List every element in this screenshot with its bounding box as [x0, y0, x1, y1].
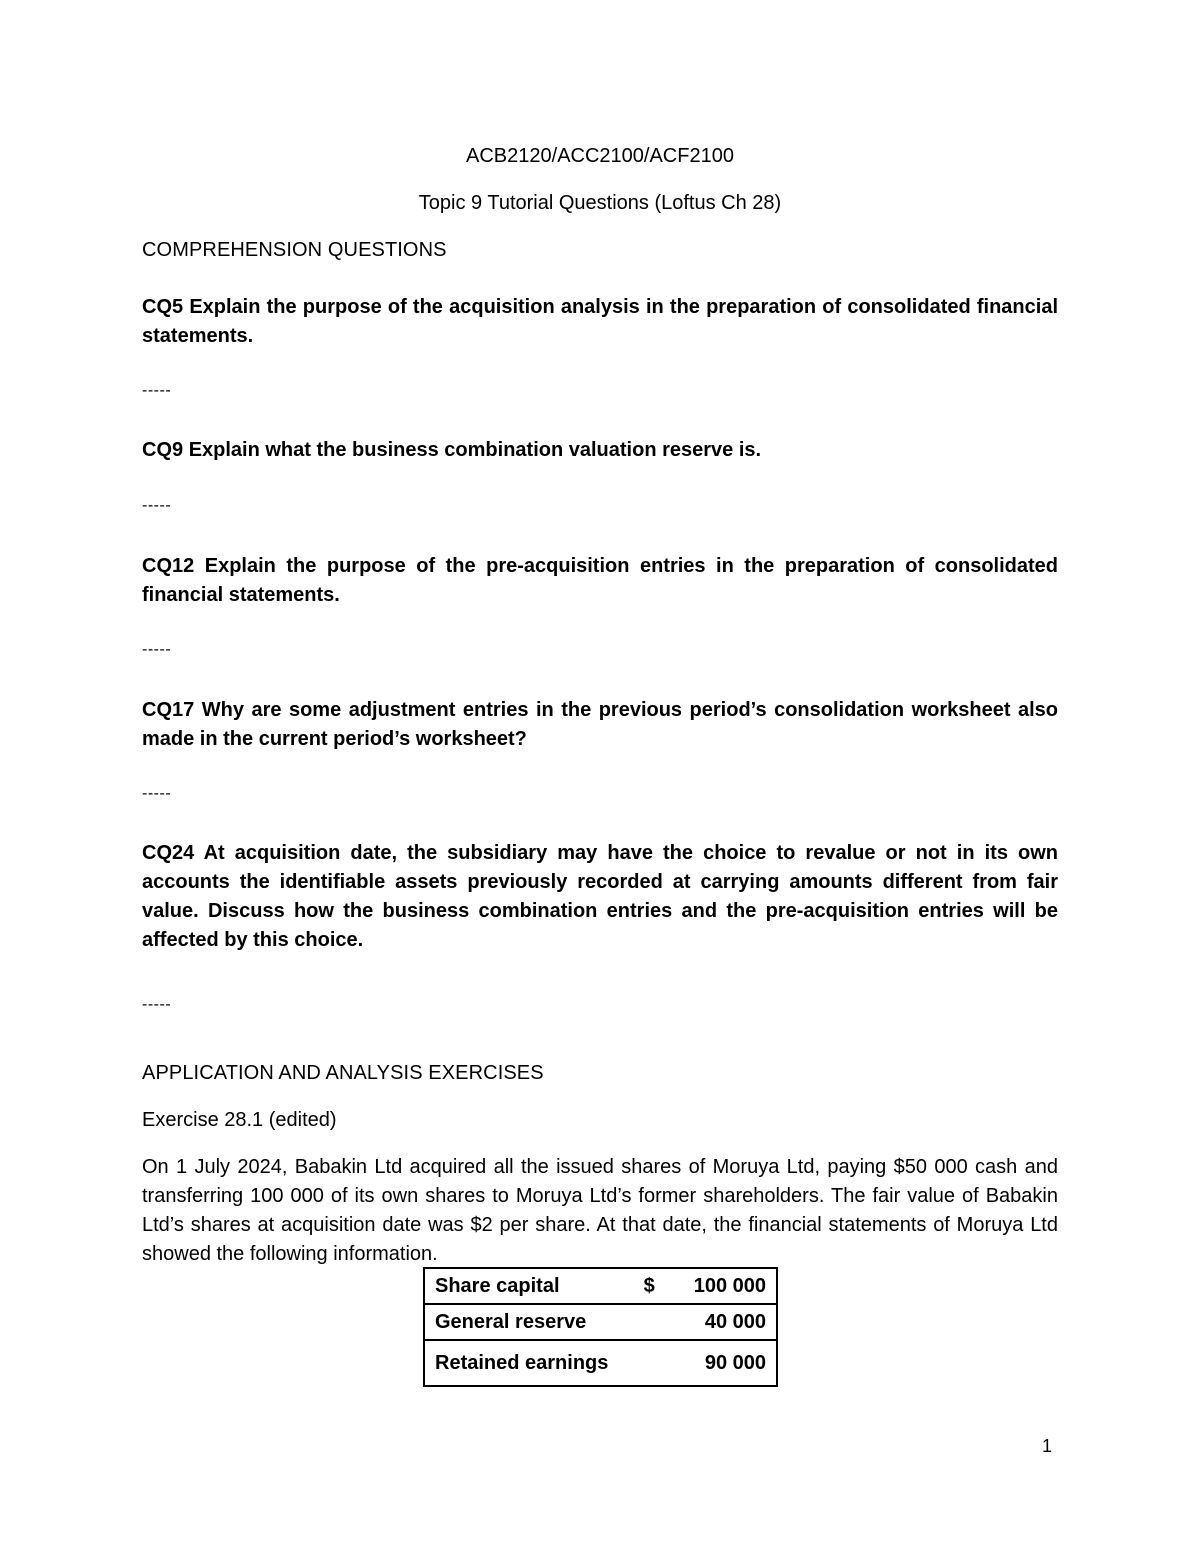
- question-cq12: [142, 552, 1058, 610]
- course-codes: ACB2120/ACC2100/ACF2100: [466, 145, 734, 167]
- row-amount: 100 000: [672, 1268, 777, 1304]
- question-text: At acquisition date, the subsidiary may have the choice to revalue or not in its own accounts the identifiable assets previously recorded at carrying amounts different from fair value. Discuss how the business combination entries and the pre-acquisition entries will be affected by this choice.: [142, 842, 1058, 951]
- question-cq24: [142, 839, 1058, 955]
- row-currency: $: [644, 1268, 672, 1304]
- exercise-title: Exercise 28.1 (edited): [142, 1109, 337, 1131]
- table-row: [424, 1304, 777, 1340]
- question-id: CQ12: [142, 555, 195, 577]
- separator: -----: [142, 996, 172, 1013]
- row-amount: 40 000: [672, 1304, 777, 1340]
- row-label: Share capital: [424, 1268, 644, 1304]
- financial-info-table: [423, 1267, 778, 1387]
- question-cq17: [142, 696, 1058, 754]
- topic-title: Topic 9 Tutorial Questions (Loftus Ch 28): [418, 192, 782, 214]
- application-heading: APPLICATION AND ANALYSIS EXERCISES: [142, 1062, 544, 1084]
- table-row: [424, 1268, 777, 1304]
- exercise-text: On 1 July 2024, Babakin Ltd acquired all the issued shares of Moruya Ltd, paying $50 000 cash and transferring 100 000 of its own shares to Moruya Ltd’s former shareholders. The fair value of Babakin Ltd’s shares at acquisition date was $2 per share. At that date, the financial statements of Moruya Ltd showed the following information.: [142, 1156, 1058, 1265]
- question-id: CQ24: [142, 842, 195, 864]
- separator: -----: [142, 641, 172, 658]
- question-id: CQ9: [142, 439, 184, 461]
- row-currency: [644, 1340, 672, 1386]
- separator: -----: [142, 785, 172, 802]
- question-text: Explain what the business combination valuation reserve is.: [188, 439, 762, 461]
- comprehension-heading: COMPREHENSION QUESTIONS: [142, 239, 447, 261]
- question-text: Explain the purpose of the pre-acquisition entries in the preparation of consolidated financial statements.: [142, 555, 1059, 606]
- question-id: CQ17: [142, 699, 195, 721]
- question-cq9: [142, 436, 1058, 465]
- page-number: 1: [1042, 1436, 1053, 1456]
- row-amount: 90 000: [672, 1340, 777, 1386]
- row-label: General reserve: [424, 1304, 644, 1340]
- question-text: Why are some adjustment entries in the previous period’s consolidation worksheet also made in the current period’s worksheet?: [142, 699, 1059, 750]
- separator: -----: [142, 382, 172, 399]
- row-label: Retained earnings: [424, 1340, 644, 1386]
- question-text: Explain the purpose of the acquisition analysis in the preparation of consolidated financial statements.: [142, 296, 1059, 347]
- question-cq5: [142, 293, 1058, 351]
- separator: -----: [142, 497, 172, 514]
- row-currency: [644, 1304, 672, 1340]
- question-id: CQ5: [142, 296, 184, 318]
- table-row: [424, 1340, 777, 1386]
